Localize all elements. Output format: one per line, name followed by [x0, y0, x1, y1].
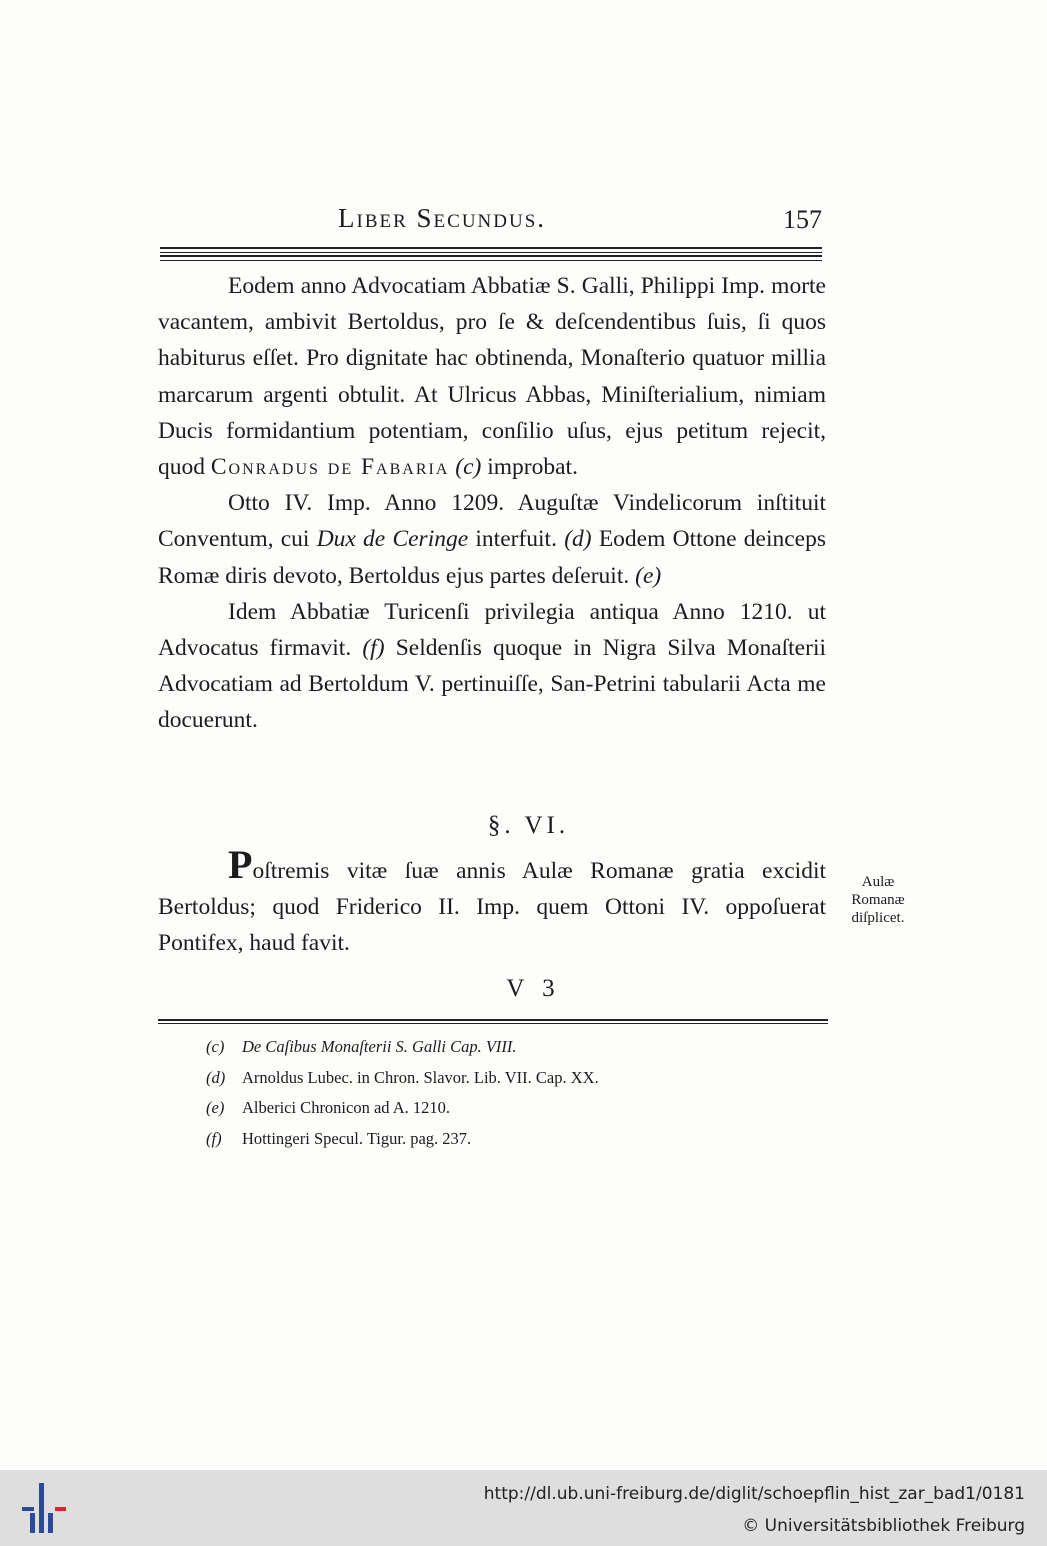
footnote-ref-e[interactable]: (e): [635, 562, 662, 589]
page-number: 157: [783, 205, 822, 234]
footnote-ref-c[interactable]: (c): [455, 454, 482, 481]
footnote-c: (c) De Caſibus Monaſterii S. Galli Cap. VIII.: [206, 1037, 517, 1056]
footnote-d: (d) Arnoldus Lubec. in Chron. Slavor. Lib. VII. Cap. XX.: [206, 1067, 599, 1087]
copyright-notice: © Universitätsbibliothek Freiburg: [742, 1516, 1025, 1536]
signature-mark: V 3: [506, 975, 561, 1002]
main-text: [158, 268, 826, 739]
ub-freiburg-logo-icon[interactable]: [22, 1483, 66, 1533]
marginal-note: Aulæ Romanæ diſplicet.: [851, 874, 905, 926]
paragraph-2: Otto IV. Imp. Anno 1209. Auguſtæ Vindelicorum inſtituit Conventum, cui Dux de Ceringe interfuit. (d) Eodem Ottone deinceps Romæ diris devoto, Bertoldus ejus partes deſeruit. (e): [158, 490, 826, 589]
header-rule-bottom: [160, 255, 822, 261]
footnotes: [206, 1032, 806, 1154]
paragraph-1: Eodem anno Advocatiam Abbatiæ S. Galli, Philippi Imp. morte vacantem, ambivit Bertoldus, pro ſe & deſcendentibus ſuis, ſi quos habiturus eſſet. Pro dignitate hac obtinenda, Monaſterio quatuor millia marcarum argenti obtulit. At Ulricus Abbas, Miniſterialium, nimiam Ducis formidantium potentiam, conſilio uſus, ejus petitum rejecit, quod Conradus de Fabaria (c) improbat.: [158, 273, 826, 481]
footer-bar: [0, 1470, 1047, 1546]
footnote-f: (f) Hottingeri Specul. Tigur. pag. 237.: [206, 1128, 472, 1148]
drop-cap: P: [228, 842, 253, 887]
section-heading: §. VI.: [487, 812, 570, 839]
running-title: Liber Secundus.: [338, 203, 547, 233]
paragraph-3: Idem Abbatiæ Turicenſi privilegia antiqua Anno 1210. ut Advocatus firmavit. (f) Seldenſis quoque in Nigra Silva Monaſterii Advocatiam ad Bertoldum V. pertinuiſſe, San-Petrini tabularii Acta me docuerunt.: [158, 598, 826, 734]
author-name: Conradus de Fabaria: [210, 454, 450, 481]
running-head: [160, 203, 822, 237]
source-url-link[interactable]: http://dl.ub.uni-freiburg.de/diglit/schoepflin_hist_zar_bad1/0181: [483, 1484, 1025, 1504]
section-text: [158, 842, 826, 962]
footnote-e: (e) Alberici Chronicon ad A. 1210.: [206, 1098, 451, 1117]
footnote-ref-d[interactable]: (d): [564, 526, 592, 553]
footnote-rule: [158, 1019, 828, 1024]
paragraph-section-vi: Poſtremis vitæ ſuæ annis Aulæ Romanæ gratia excidit Bertoldus; quod Friderico II. Imp. quem Ottoni IV. oppoſuerat Pontifex, haud favit.: [158, 842, 826, 957]
header-rule-top: [160, 247, 822, 253]
italic-phrase: Dux de Ceringe: [316, 526, 469, 553]
footnote-ref-f[interactable]: (f): [362, 635, 385, 662]
